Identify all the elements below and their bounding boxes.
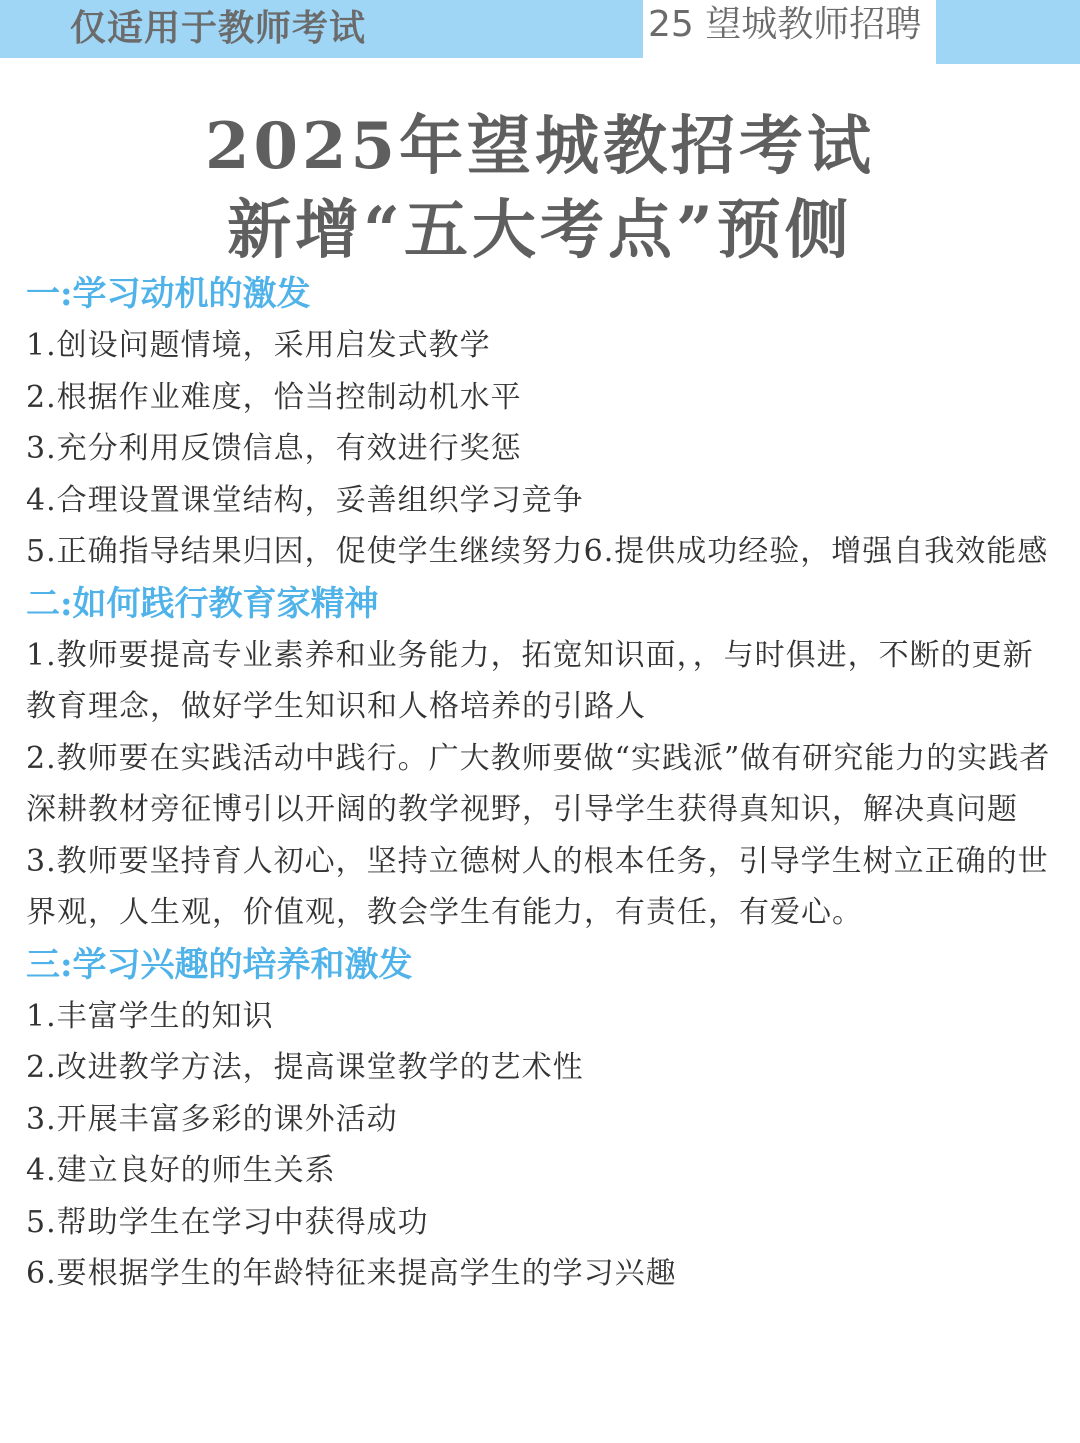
section-educator-spirit	[26, 578, 1056, 939]
recruitment-tag: 25 望城教师招聘	[648, 0, 936, 58]
list-item: 2.根据作业难度，恰当控制动机水平	[26, 379, 522, 415]
page-title-line-1: 2025年望城教招考试	[204, 109, 876, 184]
list-item: 3.充分利用反馈信息，有效进行奖惩	[26, 431, 522, 466]
list-item: 3.开展丰富多彩的课外活动	[26, 1101, 398, 1137]
exam-scope-label: 仅适用于教师考试	[70, 7, 367, 49]
article-body	[26, 268, 1056, 1300]
top-left-banner	[0, 0, 643, 58]
top-banner	[0, 0, 1080, 62]
list-item: 4.建立良好的师生关系	[26, 1153, 336, 1188]
section-heading: 三:学习兴趣的培养和激发	[26, 944, 413, 985]
list-item: 1.创设问题情境，采用启发式教学	[26, 328, 491, 363]
section-motivation	[26, 268, 1056, 578]
list-item: 4.合理设置课堂结构，妥善组织学习竞争	[26, 482, 584, 518]
section-heading: 二:如何践行教育家精神	[26, 583, 379, 624]
list-item: 2.改进教学方法，提高课堂教学的艺术性	[26, 1050, 584, 1085]
list-item: 1.教师要提高专业素养和业务能力，拓宽知识面，，与时俱进，不断的更新教育理念，做好学生知识和人格培养的引路人	[26, 637, 1034, 724]
list-item: 1.丰富学生的知识	[26, 998, 274, 1034]
list-item: 5.帮助学生在学习中获得成功	[26, 1204, 429, 1240]
section-learning-interest	[26, 939, 1056, 1300]
list-item: 2.教师要在实践活动中践行。广大教师要做“实践派”做有研究能力的实践者深耕教材旁征博引以开阔的教学视野，引导学生获得真知识，解决真问题	[26, 740, 1051, 827]
page-title-line-2: 新增“五大考点”预侧	[227, 193, 853, 268]
list-item: 3.教师要坚持育人初心，坚持立德树人的根本任务，引导学生树立正确的世界观，人生观，价值观，教会学生有能力，有责任，有爱心。	[26, 843, 1049, 930]
list-item: 6.要根据学生的年龄特征来提高学生的学习兴趣	[26, 1256, 677, 1291]
list-item: 5.正确指导结果归因，促使学生继续努力6.提供成功经验，增强自我效能感	[26, 534, 1049, 569]
top-right-accent	[936, 0, 1080, 64]
section-heading: 一:学习动机的激发	[26, 274, 311, 314]
